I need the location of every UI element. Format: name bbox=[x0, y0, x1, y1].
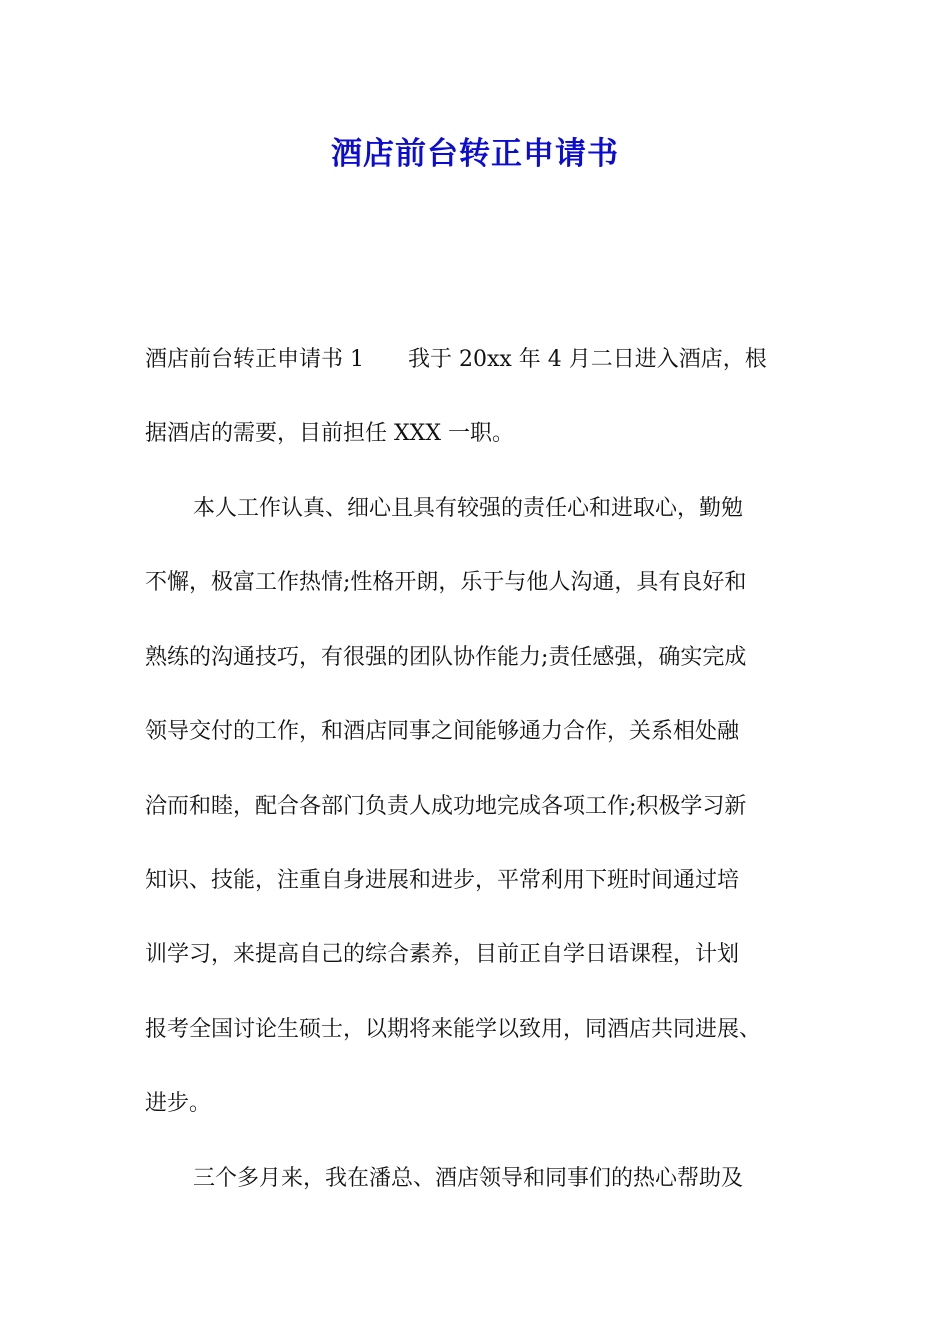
body-line-6: 领导交付的工作，和酒店同事之间能够通力合作，关系相处融 bbox=[145, 719, 740, 744]
body-line-5: 熟练的沟通技巧，有很强的团队协作能力;责任感强，确实完成 bbox=[145, 645, 747, 670]
body-line-1: 酒店前台转正申请书 1 我于 20xx 年 4 月二日进入酒店，根 bbox=[145, 347, 767, 372]
body-line-9: 训学习，来提高自己的综合素养，目前正自学日语课程，计划 bbox=[145, 942, 740, 967]
body-line-7: 洽而和睦，配合各部门负责人成功地完成各项工作;积极学习新 bbox=[145, 794, 747, 819]
document-title: 酒店前台转正申请书 bbox=[331, 136, 619, 172]
body-line-4: 不懈，极富工作热情;性格开朗，乐于与他人沟通，具有良好和 bbox=[145, 570, 747, 595]
body-line-11: 进步。 bbox=[145, 1091, 212, 1116]
body-line-3: 本人工作认真、细心且具有较强的责任心和进取心，勤勉 bbox=[193, 496, 744, 521]
body-line-8: 知识、技能，注重自身进展和进步，平常利用下班时间通过培 bbox=[145, 868, 740, 893]
body-line-10: 报考全国讨论生硕士，以期将来能学以致用，同酒店共同进展、 bbox=[145, 1017, 762, 1042]
body-line-12: 三个多月来，我在潘总、酒店领导和同事们的热心帮助及 bbox=[193, 1166, 744, 1191]
body-line-2: 据酒店的需要，目前担任 XXX 一职。 bbox=[145, 421, 514, 446]
